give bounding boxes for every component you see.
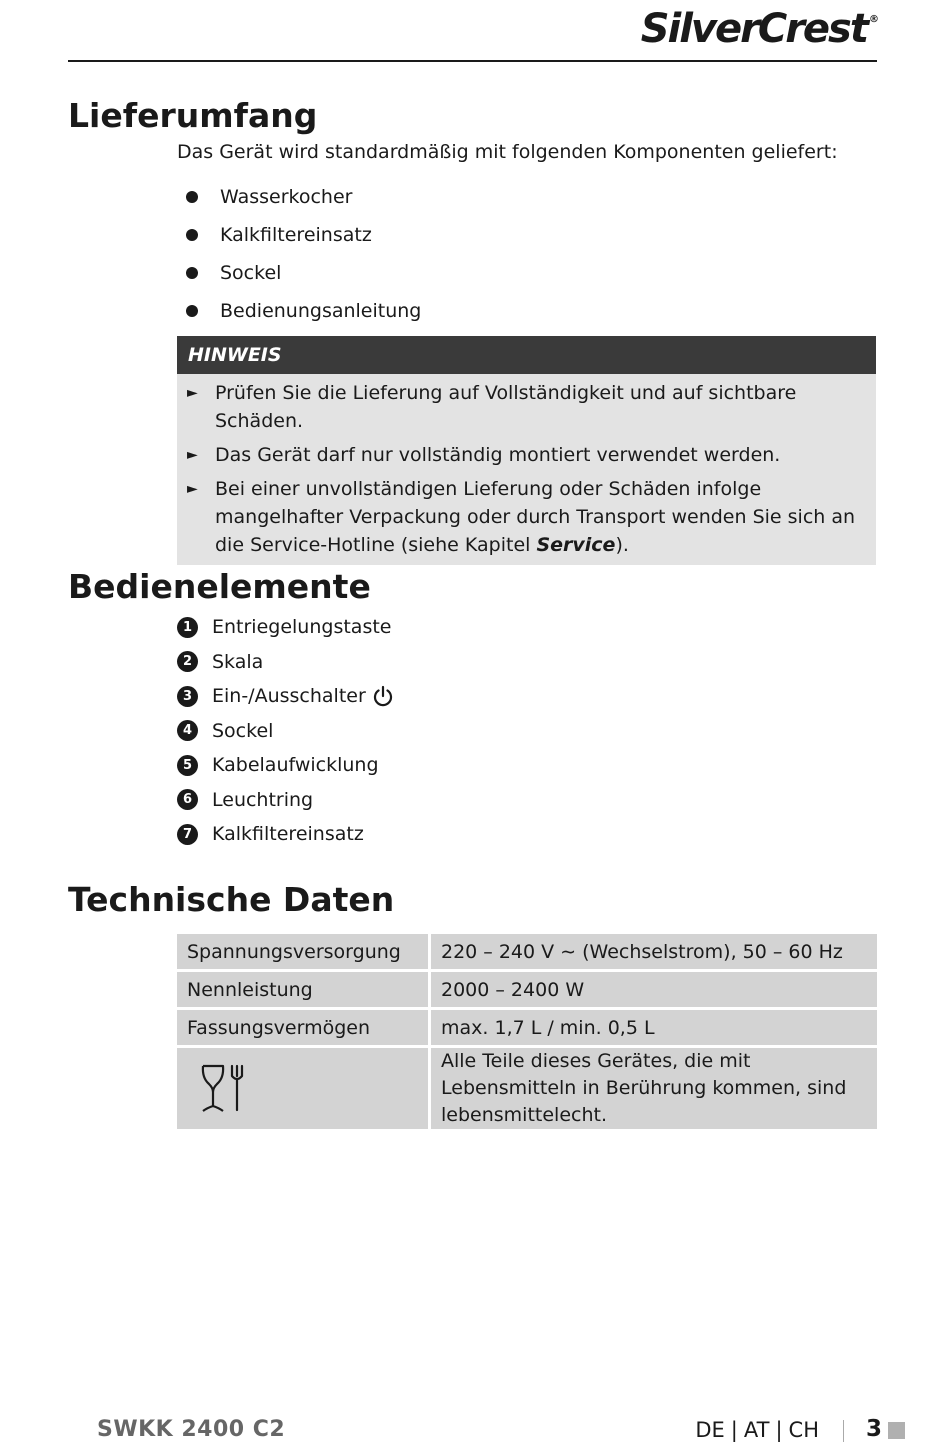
table-cell-label: Spannungsversorgung: [177, 934, 431, 969]
list-item: 1 Entriegelungstaste: [177, 610, 394, 645]
page-number: 3: [866, 1416, 883, 1442]
bullet-icon: [186, 267, 198, 279]
table-row: [177, 934, 877, 969]
table-cell-value: max. 1,7 L / min. 0,5 L: [431, 1010, 877, 1045]
table-cell-value: 220 – 240 V ∼ (Wechselstrom), 50 – 60 Hz: [431, 934, 877, 969]
service-reference: Service: [536, 534, 616, 556]
food-safe-text: Alle Teile dieses Gerätes, die mit Lebensmitteln in Berührung kommen, sind lebensmittelecht.: [431, 1048, 877, 1129]
tech-data-table: [177, 931, 877, 1132]
number-badge: 1: [177, 617, 198, 638]
silvercrest-logo: SilverCrest ®: [640, 6, 877, 52]
list-item: Sockel: [177, 254, 421, 292]
table-cell-label: Nennleistung: [177, 972, 431, 1007]
list-item: 5 Kabelaufwicklung: [177, 748, 394, 783]
food-safe-icon: [199, 1062, 247, 1119]
country-codes: DE | AT | CH: [695, 1418, 819, 1442]
bullet-icon: [186, 191, 198, 203]
number-badge: 2: [177, 651, 198, 672]
bullet-icon: [186, 305, 198, 317]
list-item: Wasserkocher: [177, 178, 421, 216]
table-row: [177, 972, 877, 1007]
note-item: ► Bei einer unvollständigen Lieferung oder Schäden infolge mangelhafter Verpackung oder durch Transport wenden Sie sich an die Service-Hotline (siehe Kapitel Service).: [187, 475, 862, 559]
number-badge: 6: [177, 789, 198, 810]
number-badge: 5: [177, 755, 198, 776]
header-rule: [68, 60, 877, 62]
list-item: Bedienungsanleitung: [177, 292, 421, 330]
section-title-bedienelemente: Bedienelemente: [68, 567, 371, 606]
arrow-icon: ►: [187, 447, 198, 463]
arrow-icon: ►: [187, 481, 198, 497]
note-body: [177, 374, 876, 565]
list-item: 2 Skala: [177, 645, 394, 680]
list-item: 7 Kalkfiltereinsatz: [177, 817, 394, 852]
scope-intro: Das Gerät wird standardmäßig mit folgenden Komponenten geliefert:: [177, 141, 838, 163]
table-cell-label: Fassungsvermögen: [177, 1010, 431, 1045]
note-item: ► Prüfen Sie die Lieferung auf Vollständigkeit und auf sichtbare Schäden.: [187, 379, 862, 435]
note-box: [177, 336, 876, 565]
list-item: 6 Leuchtring: [177, 783, 394, 818]
bullet-icon: [186, 229, 198, 241]
number-badge: 4: [177, 720, 198, 741]
footer-divider: [843, 1420, 844, 1442]
arrow-icon: ►: [187, 385, 198, 401]
model-number: SWKK 2400 C2: [97, 1417, 286, 1442]
section-title-lieferumfang: Lieferumfang: [68, 96, 318, 135]
note-item: ► Das Gerät darf nur vollständig montiert verwendet werden.: [187, 441, 862, 469]
scope-list: [177, 178, 421, 330]
controls-list: [177, 610, 394, 852]
table-cell-value: 2000 – 2400 W: [431, 972, 877, 1007]
power-icon: [372, 685, 394, 707]
page-marker: [888, 1422, 905, 1439]
table-cell-icon: [177, 1048, 431, 1129]
table-row: [177, 1048, 877, 1129]
list-item: 4 Sockel: [177, 714, 394, 749]
list-item: Kalkfiltereinsatz: [177, 216, 421, 254]
number-badge: 7: [177, 824, 198, 845]
table-row: [177, 1010, 877, 1045]
list-item: 3 Ein-/Ausschalter: [177, 679, 394, 714]
note-title: HINWEIS: [177, 336, 876, 374]
number-badge: 3: [177, 686, 198, 707]
section-title-technische-daten: Technische Daten: [68, 880, 395, 919]
